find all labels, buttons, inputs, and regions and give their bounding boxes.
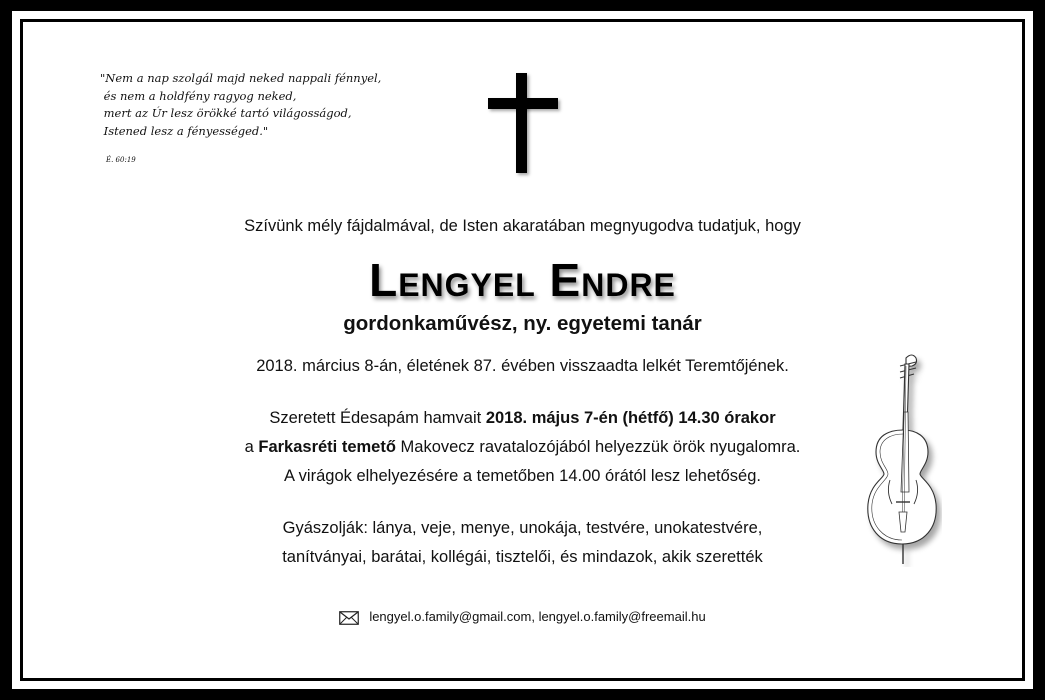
envelope-icon (339, 611, 359, 625)
quote-reference: É. 60:19 (106, 156, 136, 164)
quote-line: "Nem a nap szolgál majd neked nappali fénnyel, (100, 71, 382, 85)
funeral-line-2: a Farkasréti temető Makovecz ravatalozójából helyezzük örök nyugalomra. (244, 438, 801, 456)
deceased-name: Lengyel Endre (369, 254, 676, 306)
death-notice: 2018. március 8-án, életének 87. évében visszaadta lelkét Teremtőjének. (256, 357, 789, 375)
quote-line: mert az Úr lesz örökké tartó világosságod, (100, 106, 352, 120)
bible-quote (100, 70, 381, 170)
quote-line: Istened lesz a fényességed." (100, 123, 269, 138)
mourners-line: tanítványai, barátai, kollégái, tisztelői, és mindazok, akik szerették (282, 548, 763, 566)
mourners-line: Gyászolják: lánya, veje, menye, unokája, testvére, unokatestvére, (282, 519, 763, 537)
cello-icon (862, 352, 942, 567)
cemetery-name: Farkasréti temető (258, 438, 396, 456)
cross-icon (488, 73, 558, 173)
contact-line (0, 609, 1045, 625)
quote-line: és nem a holdfény ragyog neked, (100, 88, 297, 103)
intro-text: Szívünk mély fájdalmával, de Isten akaratában megnyugodva tudatjuk, hogy (244, 217, 801, 235)
deceased-title: gordonkaművész, ny. egyetemi tanár (343, 312, 702, 335)
funeral-line-1: Szeretett Édesapám hamvait 2018. május 7-én (hétfő) 14.30 órakor (269, 409, 776, 427)
funeral-date: 2018. május 7-én (hétfő) 14.30 órakor (485, 409, 776, 427)
funeral-line-3: A virágok elhelyezésére a temetőben 14.00 órától lesz lehetőség. (284, 467, 761, 485)
contact-emails: lengyel.o.family@gmail.com, lengyel.o.family@freemail.hu (369, 609, 706, 624)
